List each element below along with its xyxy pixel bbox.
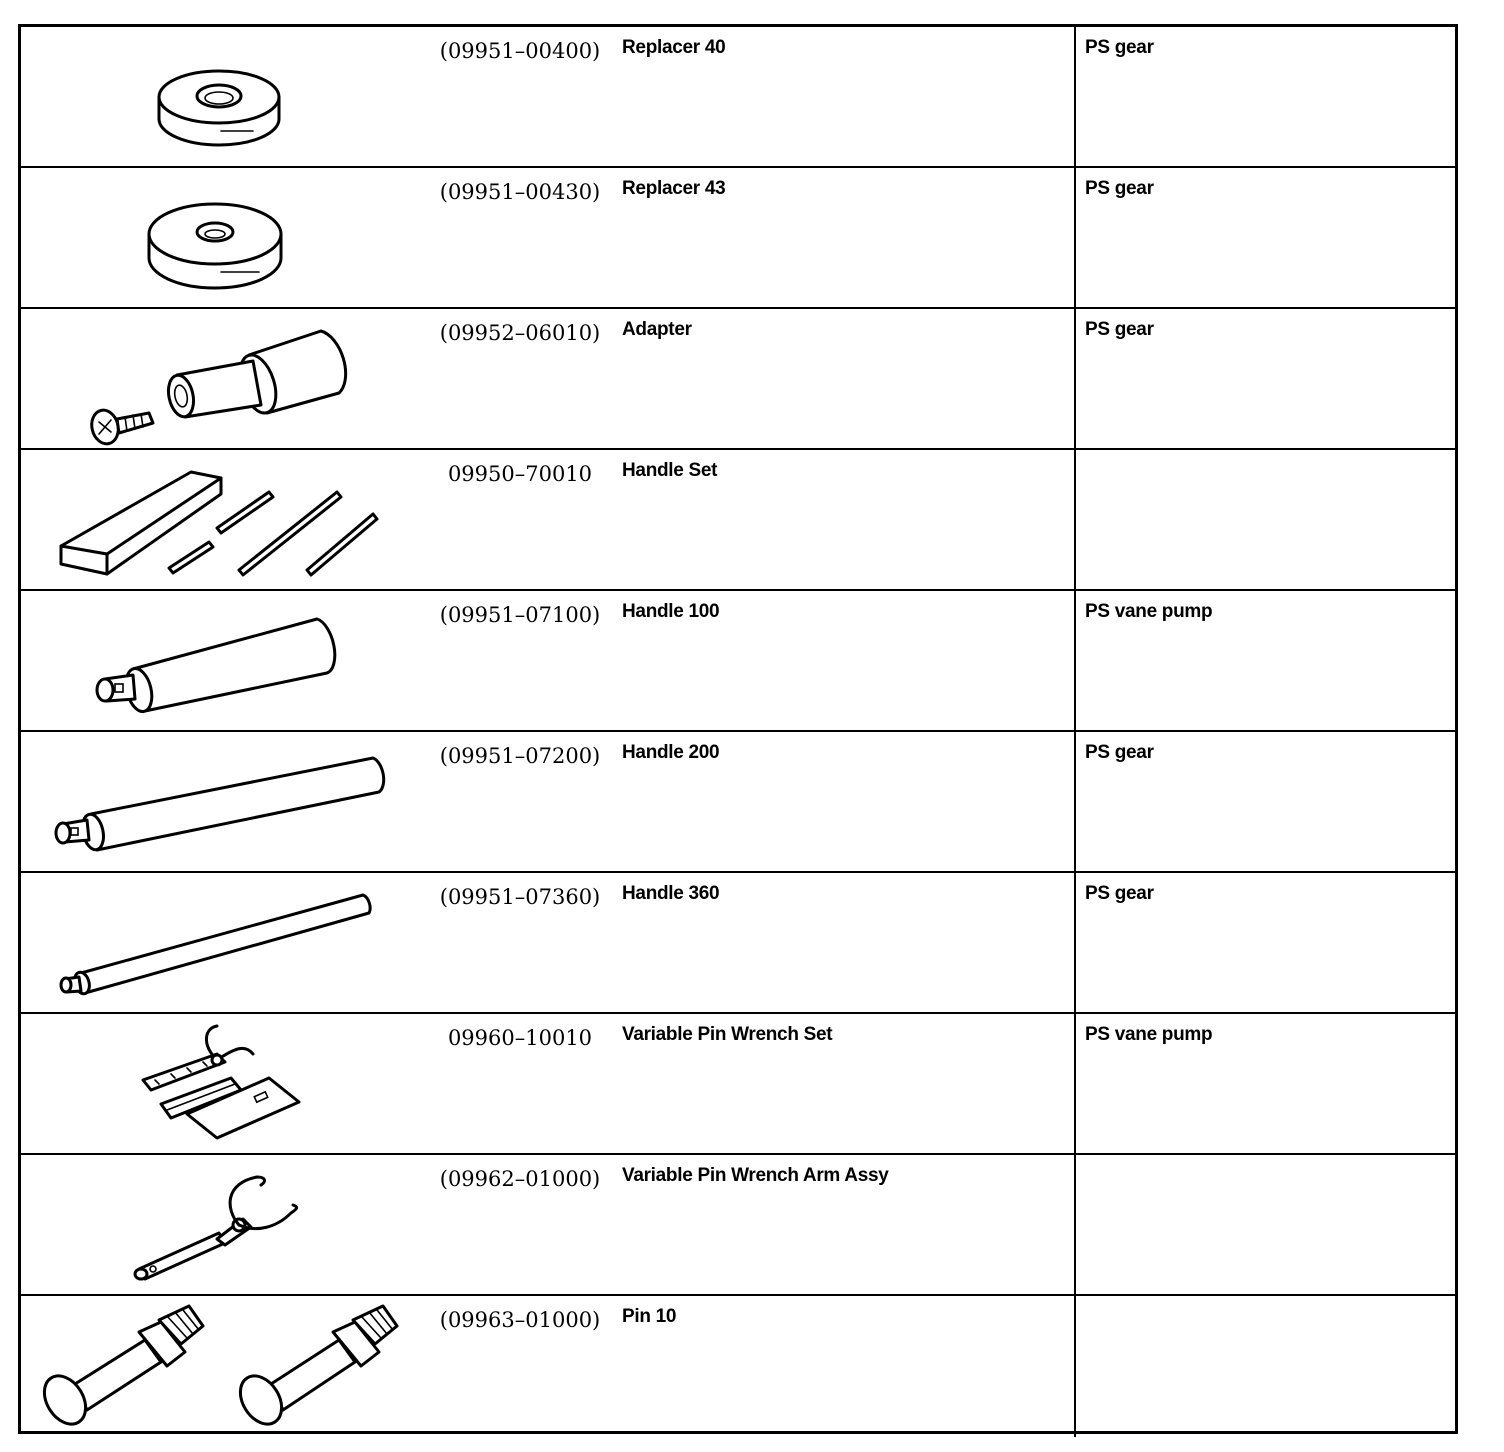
table-row <box>21 27 1455 168</box>
tool-usage: PS vane pump <box>1085 601 1213 622</box>
tool-name: Replacer 40 <box>622 37 726 58</box>
handle-set-icon <box>21 450 421 589</box>
column-divider <box>1074 1155 1076 1294</box>
tool-name: Handle 100 <box>622 601 720 622</box>
table-row <box>21 732 1455 873</box>
table-row <box>21 1014 1455 1155</box>
part-number: (09952–06010) <box>439 321 601 345</box>
column-divider <box>1074 591 1076 730</box>
replacer-disc-wide-icon <box>21 168 421 307</box>
column-divider <box>1074 873 1076 1012</box>
tool-name: Handle 200 <box>622 742 720 763</box>
column-divider <box>1074 1296 1076 1437</box>
column-divider <box>1074 27 1076 166</box>
tool-name: Replacer 43 <box>622 178 726 199</box>
part-number: (09951–07100) <box>439 603 601 627</box>
handle-long-icon <box>21 873 421 1012</box>
part-number: (09951–00400) <box>439 39 601 63</box>
column-divider <box>1074 309 1076 448</box>
column-divider <box>1074 732 1076 871</box>
replacer-disc-icon <box>21 27 421 166</box>
tool-usage: PS gear <box>1085 178 1154 199</box>
table-row <box>21 591 1455 732</box>
tool-usage: PS gear <box>1085 883 1154 904</box>
pin-wrench-arm-icon <box>21 1155 421 1294</box>
table-row <box>21 168 1455 309</box>
part-number: 09960–10010 <box>447 1026 593 1050</box>
table-row <box>21 450 1455 591</box>
table-row <box>21 1155 1455 1296</box>
handle-short-icon <box>21 591 421 730</box>
special-tools-table <box>18 24 1458 1434</box>
part-number: (09951–07200) <box>439 744 601 768</box>
column-divider <box>1074 168 1076 307</box>
pin-pair-icon <box>21 1296 421 1435</box>
part-number: 09950–70010 <box>447 462 593 486</box>
part-number: (09951–00430) <box>439 180 601 204</box>
part-number: (09963–01000) <box>439 1308 601 1332</box>
tool-usage: PS gear <box>1085 742 1154 763</box>
part-number: (09962–01000) <box>439 1167 601 1191</box>
table-row <box>21 309 1455 450</box>
tool-usage: PS gear <box>1085 37 1154 58</box>
tool-usage: PS vane pump <box>1085 1024 1213 1045</box>
tool-name: Adapter <box>622 319 692 340</box>
tool-usage: PS gear <box>1085 319 1154 340</box>
adapter-icon <box>21 309 421 448</box>
tool-name: Handle 360 <box>622 883 720 904</box>
part-number: (09951–07360) <box>439 885 601 909</box>
table-row <box>21 873 1455 1014</box>
tool-name: Handle Set <box>622 460 718 481</box>
tool-name: Variable Pin Wrench Arm Assy <box>622 1165 889 1186</box>
pin-wrench-set-icon <box>21 1014 421 1153</box>
column-divider <box>1074 1014 1076 1153</box>
column-divider <box>1074 450 1076 589</box>
handle-medium-icon <box>21 732 421 871</box>
tool-name: Variable Pin Wrench Set <box>622 1024 833 1045</box>
tool-name: Pin 10 <box>622 1306 677 1327</box>
table-row <box>21 1296 1455 1437</box>
